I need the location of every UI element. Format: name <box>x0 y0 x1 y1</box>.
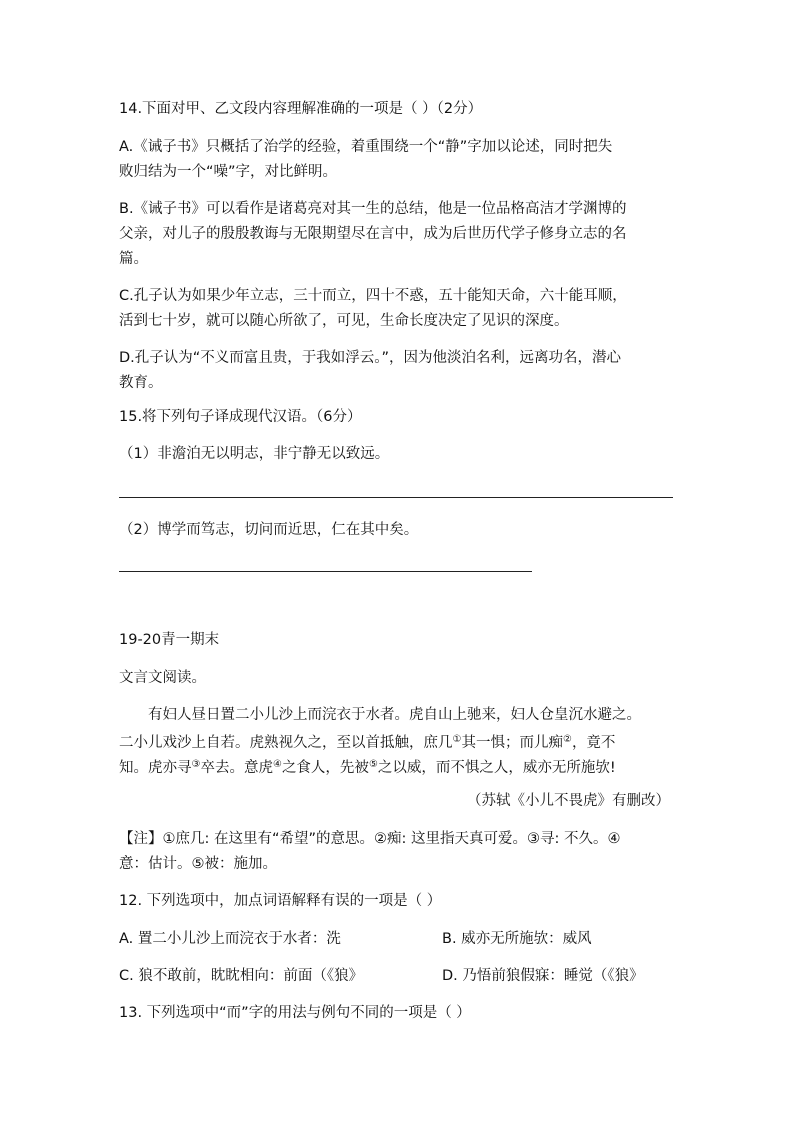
q13-stem: 13. 下列选项中“而”字的用法与例句不同的一项是（ ） <box>119 1005 471 1021</box>
passage-line-2: 二小儿戏沙上自若。虎熟视久之，至以首抵触，庶几①其一惧；而儿痴②，竟不 <box>119 734 616 751</box>
q14-option-b-line2: 父亲，对儿子的殷殷教诲与无限期望尽在言中，成为后世历代学子修身立志的名 <box>119 226 627 242</box>
passage-source: （苏轼《小儿不畏虎》有删改） <box>467 793 670 809</box>
q14-option-b-line1: B.《诫子书》可以看作是诸葛亮对其一生的总结，他是一位品格高洁才学渊博的 <box>119 201 627 217</box>
q15-stem: 15.将下列句子译成现代汉语。（6分） <box>119 409 362 425</box>
q14-stem: 14.下面对甲、乙文段内容理解准确的一项是（ ）（2分） <box>119 101 483 117</box>
q12-stem: 12. 下列选项中，加点词语解释有误的一项是（ ） <box>119 893 442 909</box>
q14-option-d-line2: 教育。 <box>119 375 163 391</box>
note-marker-5: ⑤ <box>368 759 378 770</box>
q14-option-c-line1: C.孔子认为如果少年立志，三十而立，四十不惑，五十能知天命，六十能耳顺， <box>119 288 627 304</box>
passage-line-3: 知。虎亦寻③卒去。意虎④之食人，先被⑤之以威，而不惧之人，威亦无所施欤! <box>119 759 616 776</box>
note-marker-4: ④ <box>272 759 282 770</box>
q14-option-a-line1: A.《诫子书》只概括了治学的经验，着重围绕一个“静”字加以论述，同时把失 <box>119 139 613 155</box>
q14-option-b-line3: 篇。 <box>119 251 148 267</box>
q12-option-d: D. 乃悟前狼假寐：睡觉（《狼》 <box>442 968 644 984</box>
note-marker-2: ② <box>562 734 572 745</box>
notes-line-1: 【注】①庶几: 在这里有“希望”的意思。②痴: 这里指天真可爱。③寻: 不久。④ <box>119 831 621 847</box>
section-title: 文言文阅读。 <box>119 670 206 686</box>
section-source-tag: 19-20青一期末 <box>119 632 220 648</box>
q12-option-b: B. 威亦无所施欤：威风 <box>442 931 592 947</box>
q12-option-a: A. 置二小儿沙上而浣衣于水者：洗 <box>119 931 341 947</box>
note-marker-1: ① <box>452 734 462 745</box>
q15-sentence-1: （1）非澹泊无以明志，非宁静无以致远。 <box>119 446 390 462</box>
answer-line-2[interactable] <box>119 571 532 572</box>
q14-option-a-line2: 败归结为一个“噪”字，对比鲜明。 <box>119 164 338 180</box>
q12-option-c: C. 狼不敢前，眈眈相向：前面（《狼》 <box>119 968 364 984</box>
note-marker-3: ③ <box>191 759 201 770</box>
passage-line-1: 有妇人昼日置二小儿沙上而浣衣于水者。虎自山上驰来，妇人仓皇沉水避之。 <box>148 707 641 723</box>
q15-sentence-2: （2）博学而笃志，切问而近思，仁在其中矣。 <box>119 522 419 538</box>
q14-option-c-line2: 活到七十岁，就可以随心所欲了，可见，生命长度决定了见识的深度。 <box>119 313 569 329</box>
q14-option-d-line1: D.孔子认为“不义而富且贵，于我如浮云。”，因为他淡泊名利，远离功名，潜心 <box>119 350 622 366</box>
answer-line-1[interactable] <box>119 497 673 498</box>
notes-line-2: 意：估计。⑤被：施加。 <box>119 856 277 872</box>
